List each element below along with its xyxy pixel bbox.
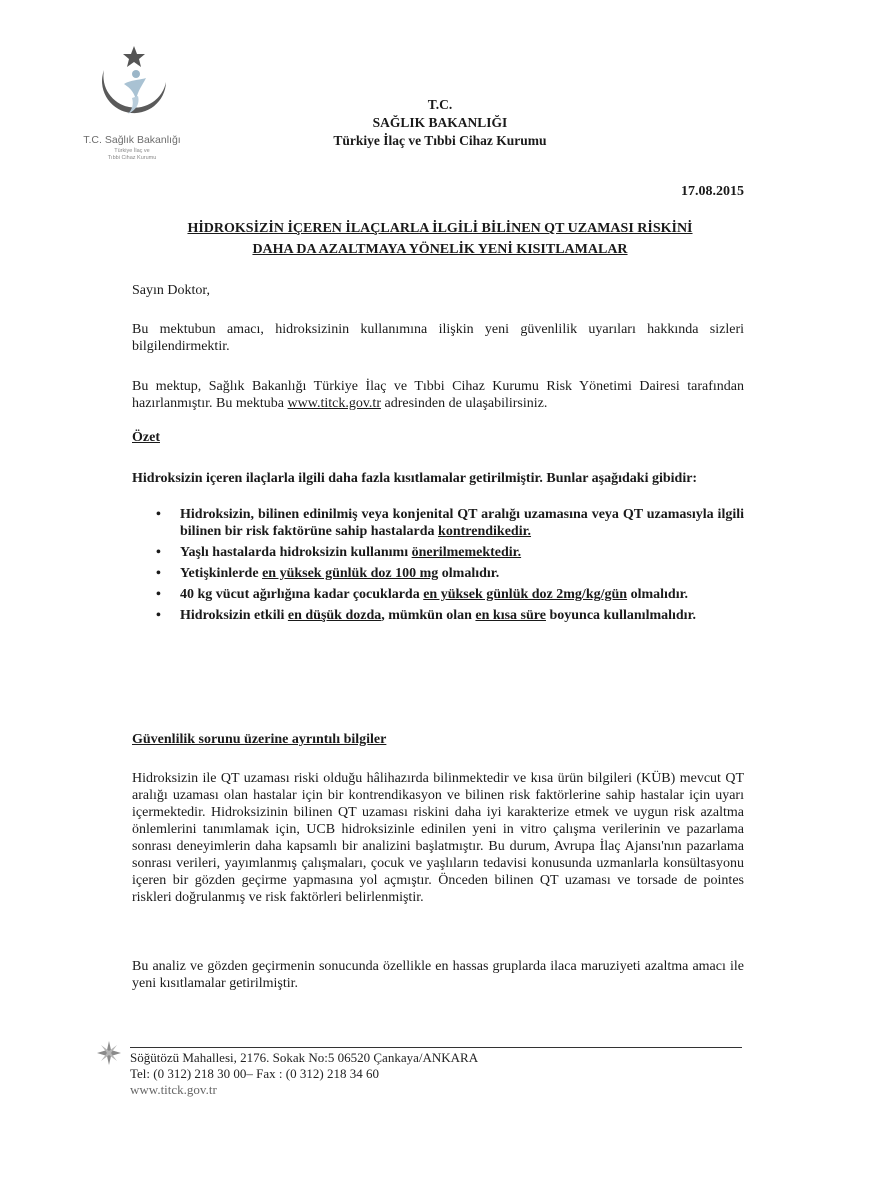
list-item [132,506,744,540]
bullet-icon: • [156,608,161,623]
safety-heading: Güvenlilik sorunu üzerine ayrıntılı bilgiler [132,732,387,747]
title-line2: DAHA DA AZALTMAYA YÖNELİK YENİ KISITLAMALAR [252,242,628,257]
bullet-text-mid: , mümkün olan [381,608,476,623]
bullet-emphasis: önerilmemektedir. [411,545,522,560]
summary-heading: Özet [132,430,160,445]
bullet-text: 40 kg vücut ağırlığına kadar çocuklarda [180,587,424,602]
bullet-text-after: boyunca kullanılmalıdır. [545,608,697,623]
ministry-crescent-star-logo [84,42,180,132]
bullet-emphasis: en yüksek günlük doz 2mg/kg/gün [423,587,628,602]
list-item [132,607,744,624]
bullet-text: Hidroksizin etkili [180,608,288,623]
conclusion-paragraph: Bu analiz ve gözden geçirmenin sonucunda özellikle en hassas gruplarda ilaca maruziyeti azaltma amacı ile yeni kısıtlamalar getirilmiştir. [132,959,744,991]
bullet-icon: • [156,507,161,522]
intro-paragraph: Bu mektubun amacı, hidroksizinin kullanımına ilişkin yeni güvenlilik uyarıları hakkında sizleri bilgilendirmektir. [132,322,744,354]
logo-sub-line1: Türkiye İlaç ve [114,148,150,154]
bullet-text-after: olmalıdır. [627,587,689,602]
list-item [132,544,744,561]
summary-bullet-list [132,506,744,628]
header-line2: SAĞLIK BAKANLIĞI [372,115,508,130]
footer-website[interactable]: www.titck.gov.tr [130,1082,217,1097]
bullet-emphasis: en kısa süre [475,608,546,623]
footer [130,1050,478,1098]
footer-divider [130,1047,742,1048]
logo-sub-line2: Tıbbi Cihaz Kurumu [107,155,157,161]
list-item [132,565,744,582]
letter-title [132,218,748,260]
safety-paragraph: Hidroksizin ile QT uzaması riski olduğu hâlihazırda bilinmektedir ve kısa ürün bilgileri (KÜB) mevcut QT aralığı uzaması olan hastalar için bir kontrendikasyon ve bilinen risk faktörlerine sahip hastalar için uyarı içermektedir. Hidroksizinin bilinen QT uzaması riskini daha iyi karakterize etmek ve uygun risk azaltma önlemlerini tanımlamak için, UCB hidroksizinle edinilen yeni in vitro çalışma verilerinin ve pazarlama sonrası deneyimlerin daha kapsamlı bir analizini başlatmıştır. Bu durum, Avrupa İlaç Ajansı'nın pazarlama sonrası verileri, yayımlanmış çalışmaları, çocuk ve yaşlıların tedavisi konusunda uzmanlarla konsültasyonu içeren bir gözden geçirme yapmasına yol açmıştır. Önceden bilinen QT uzaması ve torsade de pointes riskleri doğrulanmış ve risk faktörleri belirlenmiştir. [132,771,744,905]
footer-phone: Tel: (0 312) 218 30 00– Fax : (0 312) 218 34 60 [130,1066,379,1081]
salutation: Sayın Doktor, [132,283,210,298]
bullet-text: Hidroksizin, bilinen edinilmiş veya konjenital QT aralığı uzamasına veya QT uzamasıyla ilgili bilinen bir risk faktörüne sahip hastalarda [180,507,744,539]
ministry-logo [72,42,192,172]
bullet-emphasis: en düşük dozda [287,608,382,623]
summary-intro: Hidroksizin içeren ilaçlarla ilgili daha fazla kısıtlamalar getirilmiştir. Bunlar aşağıdaki gibidir: [132,471,698,486]
bullet-icon: • [156,587,161,602]
website-link[interactable]: www.titck.gov.tr [287,396,381,411]
logo-name: T.C. Sağlık Bakanlığı [83,134,181,146]
source-text-before: Bu mektup, Sağlık Bakanlığı Türkiye İlaç ve Tıbbi Cihaz Kurumu Risk Yönetimi Dairesi tarafından hazırlanmıştır. Bu mektuba [132,379,744,411]
bullet-text: Yetişkinlerde [180,566,263,581]
logo-subtitle [72,148,192,162]
source-text-after: adresinden de ulaşabilirsiniz. [380,396,548,411]
letter-date: 17.08.2015 [681,184,744,199]
bullet-emphasis: kontrendikedir. [438,524,532,539]
bullet-text: Yaşlı hastalarda hidroksizin kullanımı [180,545,412,560]
header-line1: T.C. [427,97,453,112]
list-item [132,586,744,603]
footer-address: Söğütözü Mahallesi, 2176. Sokak No:5 06520 Çankaya/ANKARA [130,1050,479,1065]
source-paragraph [132,378,744,412]
title-line1: HİDROKSİZİN İÇEREN İLAÇLARLA İLGİLİ BİLİNEN QT UZAMASI RİSKİNİ [187,221,693,236]
bullet-text-after: olmalıdır. [438,566,500,581]
bullet-icon: • [156,566,161,581]
bullet-emphasis: en yüksek günlük doz 100 mg [262,566,439,581]
letterhead [300,96,580,150]
star-icon [96,1040,122,1071]
header-line3: Türkiye İlaç ve Tıbbi Cihaz Kurumu [333,133,547,148]
bullet-icon: • [156,545,161,560]
